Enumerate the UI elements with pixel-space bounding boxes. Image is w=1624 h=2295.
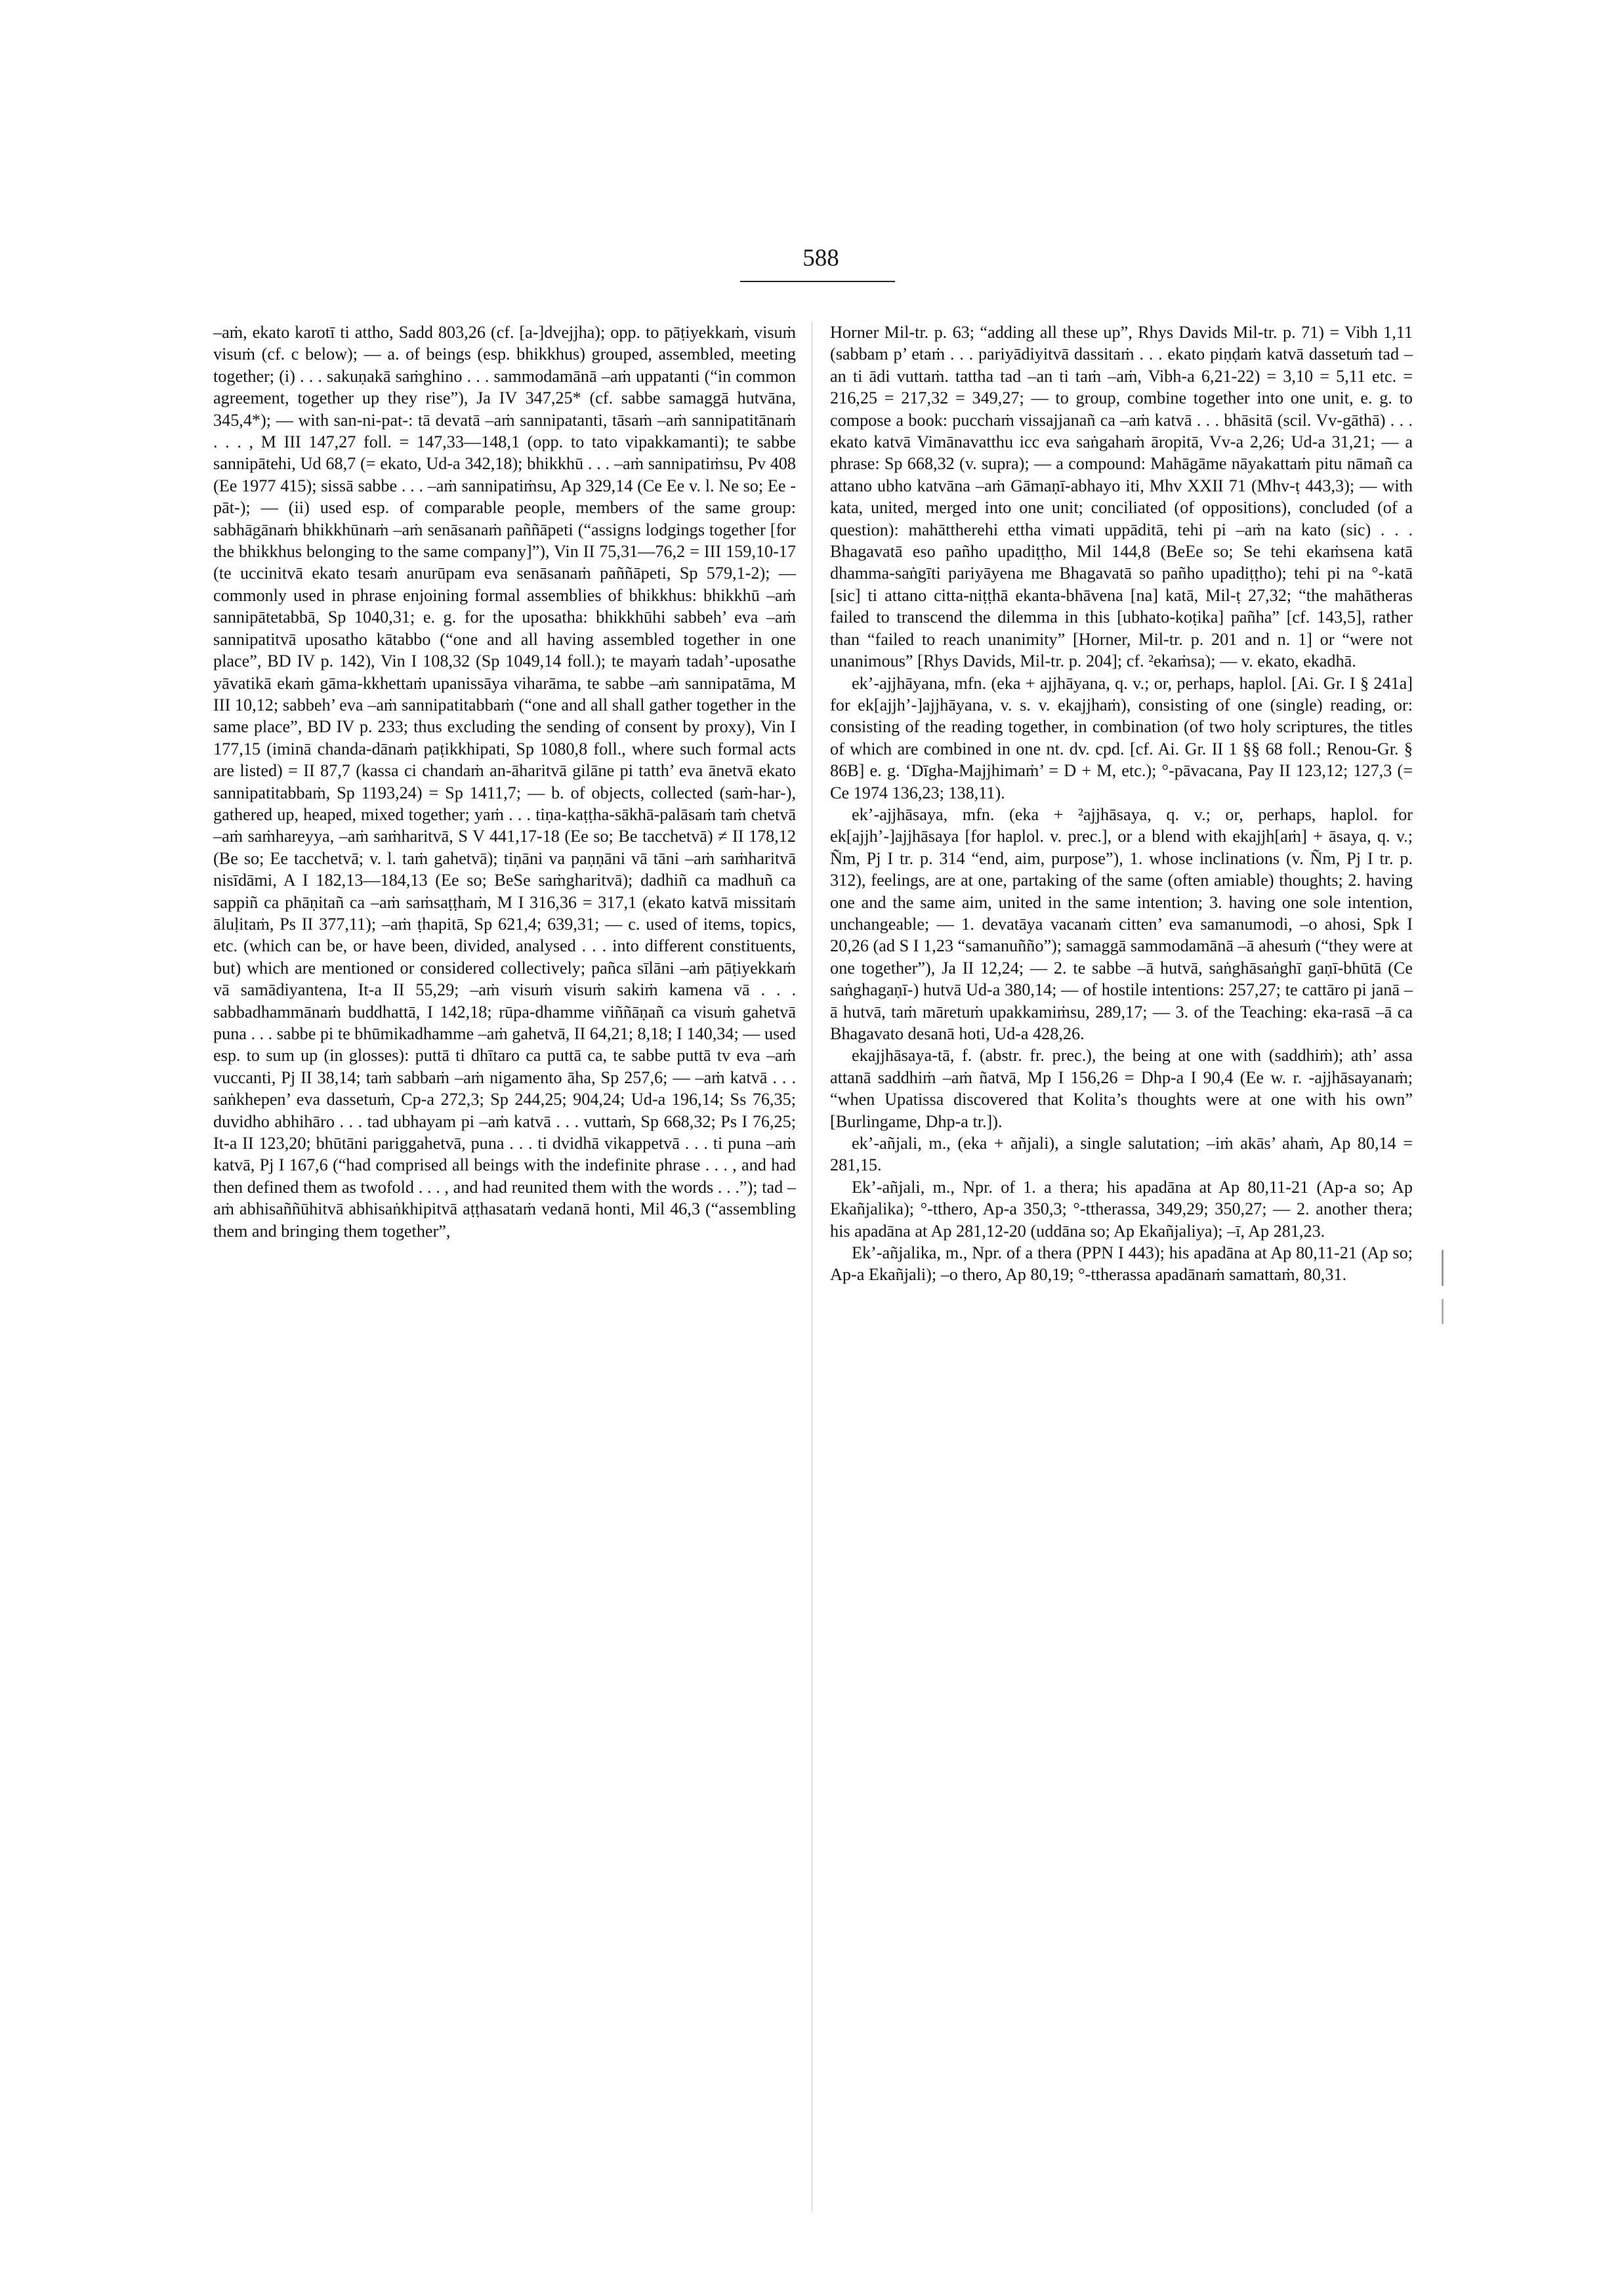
entry-paragraph: –aṁ, ekato karotī ti attho, Sadd 803,26 (cf. [a-]dvejjha); opp. to pāṭiyekkaṁ, visuṁ visuṁ (cf. c below); — a. of beings (esp. bhikkhus) grouped, assembled, meeting together; (i) . . . sakuṇakā saṁghino . . . sammodamānā –aṁ uppatanti (“in common agreement, together up they rise”), Ja IV 347,25* (cf. sabbe samaggā hutvāna, 345,4*); — with san-ni-pat-: tā devatā –aṁ sannipatanti, tāsaṁ –aṁ sannipatitānaṁ . . . , M III 147,27 foll. = 147,33—148,1 (opp. to tato vipakkamanti); te sabbe sannipātehi, Ud 68,7 (= ekato, Ud-a 342,18); bhikkhū . . . –aṁ sannipatiṁsu, Pv 408 (Ee 1977 415); sissā sabbe . . . –aṁ sannipatiṁsu, Ap 329,14 (Ce Ee v. l. Ne so; Ee -pāt-); — (ii) used esp. of comparable people, members of the same group: sabhāgānaṁ bhikkhūnaṁ –aṁ senāsanaṁ paññāpeti (“assigns lodgings together [for the bhikkhus belonging to the same company]”), Vin II 75,31—76,2 = III 159,10-17 (te uccinitvā ekato tesaṁ anurūpam eva senāsanaṁ paññāpeti, Sp 579,1-2); — commonly used in phrase enjoining formal assemblies of bhikkhus: bhikkhū –aṁ sannipātetabbā, Sp 1040,31; e. g. for the uposatha: bhikkhūhi sabbeh’ eva –aṁ sannipatitvā uposatho kātabbo (“one and all having assembled together in one place”, BD IV p. 142), Vin I 108,32 (Sp 1049,14 foll.); te mayaṁ tadah’-uposathe yāvatikā ekaṁ gāma-kkhettaṁ upanissāya viharāma, te sabbe –aṁ sannipatāma, M III 10,12; sabbeh’ eva –aṁ sannipatitabbaṁ (“one and all shall gather together in the same place”, BD IV p. 233; thus excluding the sending of consent by proxy), Vin I 177,15 (iminā chanda-dānaṁ paṭikkhipati, Sp 1080,8 foll., where such formal acts are listed) = II 87,7 (kassa ci chandaṁ an-āharitvā gilāne pi tatth’ eva ānetvā ekato sannipatitabbaṁ, Sp 1193,24) = Sp 1411,7; — b. of objects, collected (saṁ-har-), gathered up, heaped, mixed together; yaṁ . . . tiṇa-kaṭṭha-sākhā-palāsaṁ taṁ chetvā –aṁ saṁhareyya, –aṁ saṁharitvā, S V 441,17-18 (Ee so; Be tacchetvā) ≠ II 178,12 (Be so; Ee tacchetvā; v. l. taṁ gahetvā); tiṇāni va paṇṇāni vā tāni –aṁ saṁharitvā nisīdāmi, A I 182,13—184,13 (Ee so; BeSe saṁgharitvā); dadhiñ ca madhuñ ca sappiñ ca phāṇitañ ca –aṁ saṁsaṭṭhaṁ, M I 316,36 = 317,1 (ekato katvā missitaṁ āluḷitaṁ, Ps II 377,11); –aṁ ṭhapitā, Sp 621,4; 639,31; — c. used of items, topics, etc. (which can be, or have been, divided, analysed . . . into different constituents, but) which are mentioned or considered collectively; pañca sīlāni –aṁ pāṭiyekkaṁ vā samādiyantena, It-a II 55,29; –aṁ visuṁ visuṁ sakiṁ kamena vā . . . sabbadhammānaṁ buddhattā, I 142,18; rūpa-dhamme viññāṇañ ca visuṁ gahetvā puna . . . sabbe pi te bhūmikadhamme –aṁ gahetvā, II 64,21; 8,18; I 140,34; — used esp. to sum up (in glosses): puttā ti dhītaro ca puttā ca, te sabbe puttā tv eva –aṁ vuccanti, Pj II 38,14; taṁ sabbaṁ –aṁ nigamento āha, Sp 257,6; — –aṁ katvā . . . saṅkhepen’ eva dassetuṁ, Cp-a 272,3; Sp 244,25; 904,24; Ud-a 196,14; Ss 76,35; duvidho abhihāro . . . tad ubhayam pi –aṁ katvā . . . vuttaṁ, Sp 668,32; Ps I 76,25; It-a II 123,20; bhūtāni pariggahetvā, puna . . . ti dvidhā vikappetvā . . . ti puna –aṁ katvā, Pj I 167,6 (“had comprised all beings with the indefinite phrase . . . , and had then defined them as twofold . . . , and had reunited them with the words . . .”); tad –aṁ abhisaññūhitvā abhisaṅkhipitvā aṭṭhasataṁ vedanā honti, Mil 46,3 (“assembling them and bringing them together”, [213, 323, 797, 1241]
entry-ek-ajjhasaya: ek’-ajjhāsaya, mfn. (eka + ²ajjhāsaya, q. v.; or, perhaps, haplol. for ek[ajjh’-]ajjhāsaya [for haplol. v. prec.], or a blend with ekajjh[aṁ] + āsaya, q. v.; Ñm, Pj I tr. p. 314 “end, aim, purpose”), 1. whose inclinations (v. Ñm, Pj I tr. p. 312), feelings, are at one, partaking of the same (often amiable) thoughts; 2. having one and the same aim, united in the same intention; 3. having one sole intention, unchangeable; — 1. devatāya vacanaṁ citten’ eva samanumodi, –o ahosi, Spk I 20,26 (ad S I 1,23 “samanuñño”); samaggā sammodamānā –ā ahesuṁ (“they were at one together”), Ja II 12,24; — 2. te sabbe –ā hutvā, saṅghāsaṅghī gaṇī-bhūtā (Ce saṅghagaṇī-) hutvā Ud-a 380,14; — of hostile intentions: 257,27; te cattāro pi janā –ā hutvā, taṁ māretuṁ upakkamiṁsu, 289,17; — 3. of the Teaching: eka-rasā –ā ca Bhagavato desanā hoti, Ud-a 428,26. [830, 804, 1413, 1043]
page-number: 588 [802, 245, 839, 272]
entry-ek-ajjhayana: ek’-ajjhāyana, mfn. (eka + ajjhāyana, q. v.; or, perhaps, haplol. [Ai. Gr. I § 241a] for ek[ajjh’-]ajjhāyana, v. s. v. ekajjhaṁ), consisting of one (single) reading, or: consisting of the reading together, in combination (of two holy scriptures, the titles of which are combined in one nt. dv. cpd. [cf. Ai. Gr. II 1 §§ 68 foll.; Renou-Gr. § 86B] e. g. ‘Dīgha-Majjhimaṁ’ = D + M, etc.); °-pāvacana, Pay II 123,12; 127,3 (= Ce 1974 136,23; 138,11). [830, 673, 1413, 802]
entry-ekajjhasaya-ta: ekajjhāsaya-tā, f. (abstr. fr. prec.), the being at one with (saddhiṁ); ath’ assa attanā saddhiṁ –aṁ ñatvā, Mp I 156,26 = Dhp-a I 90,4 (Ee w. r. -ajjhāsayanaṁ; “when Upatissa discovered that Kolita’s thoughts were at one with his own” [Burlingame, Dhp-a tr.]). [830, 1046, 1413, 1131]
entry-ek-anjali: ek’-añjali, m., (eka + añjali), a single salutation; –iṁ akās’ ahaṁ, Ap 80,14 = 281,15. [830, 1134, 1413, 1175]
right-column [830, 321, 1413, 1286]
scan-mark [1442, 1250, 1444, 1286]
entry-ek-anjalika: Ek’-añjalika, m., Npr. of a thera (PPN I 443); his apadāna at Ap 80,11-21 (Ap so; Ap-a Ekañjali); –o thero, Ap 80,19; °-ttherassa apadānaṁ samattaṁ, 80,31. [830, 1243, 1413, 1285]
entry-ek-anjali-npr: Ek’-añjali, m., Npr. of 1. a thera; his apadāna at Ap 80,11-21 (Ap-a so; Ap Ekañjalika); °-tthero, Ap-a 350,3; °-ttherassa, 349,29; 350,27; — 2. another thera; his apadāna at Ap 281,12-20 (uddāna so; Ap Ekañjaliya); –ī, Ap 281,23. [830, 1177, 1413, 1241]
header-rule [740, 281, 895, 282]
left-column [213, 321, 796, 1242]
entry-paragraph: Horner Mil-tr. p. 63; “adding all these up”, Rhys Davids Mil-tr. p. 71) = Vibh 1,11 (sabbam p’ etaṁ . . . pariyādiyitvā dassitaṁ . . . ekato piṇḍaṁ katvā dassetuṁ tad –an ti ādi vuttaṁ. tattha tad –an ti taṁ –aṁ, Vibh-a 6,21-22) = 3,10 = 5,11 etc. = 216,25 = 217,32 = 349,27; — to group, combine together into one unit, e. g. to compose a book: pucchaṁ vissajjanañ ca –aṁ katvā . . . bhāsitā (scil. Vv-gāthā) . . . ekato katvā Vimānavatthu icc eva saṅgahaṁ āropitā, Vv-a 2,26; Ud-a 31,21; — a phrase: Sp 668,32 (v. supra); — a compound: Mahāgāme nāyakattaṁ pitu nāmañ ca attano ubho katvāna –aṁ Gāmaṇī-abhayo iti, Mhv XXII 71 (Mhv-ṭ 443,3); — with kata, united, merged into one unit; conciliated (of oppositions), concluded (of a question): mahāttherehi ettha vimati uppāditā, tehi pi –aṁ na kato (sic) . . . Bhagavatā eso pañho upadiṭṭho, Mil 144,8 (BeEe so; Se tehi ekaṁsena katā dhamma-saṅgīti pariyāyena me Bhagavatā so pañho upadiṭṭho); tehi pi na °-katā [sic] ti attano citta-niṭṭhā ekanta-bhāvena [na] katā, Mil-ṭ 27,32; “the mahātheras failed to transcend the dilemma in this [ubhato-koṭika] pañha” [cf. 143,5], rather than “failed to reach unanimity” [Horner, Mil-tr. p. 201 and n. 1] or “were not unanimous” [Rhys Davids, Mil-tr. p. 204]; cf. ²ekaṁsa); — v. ekato, ekadhā. [830, 323, 1413, 671]
scan-mark [1442, 1299, 1444, 1324]
